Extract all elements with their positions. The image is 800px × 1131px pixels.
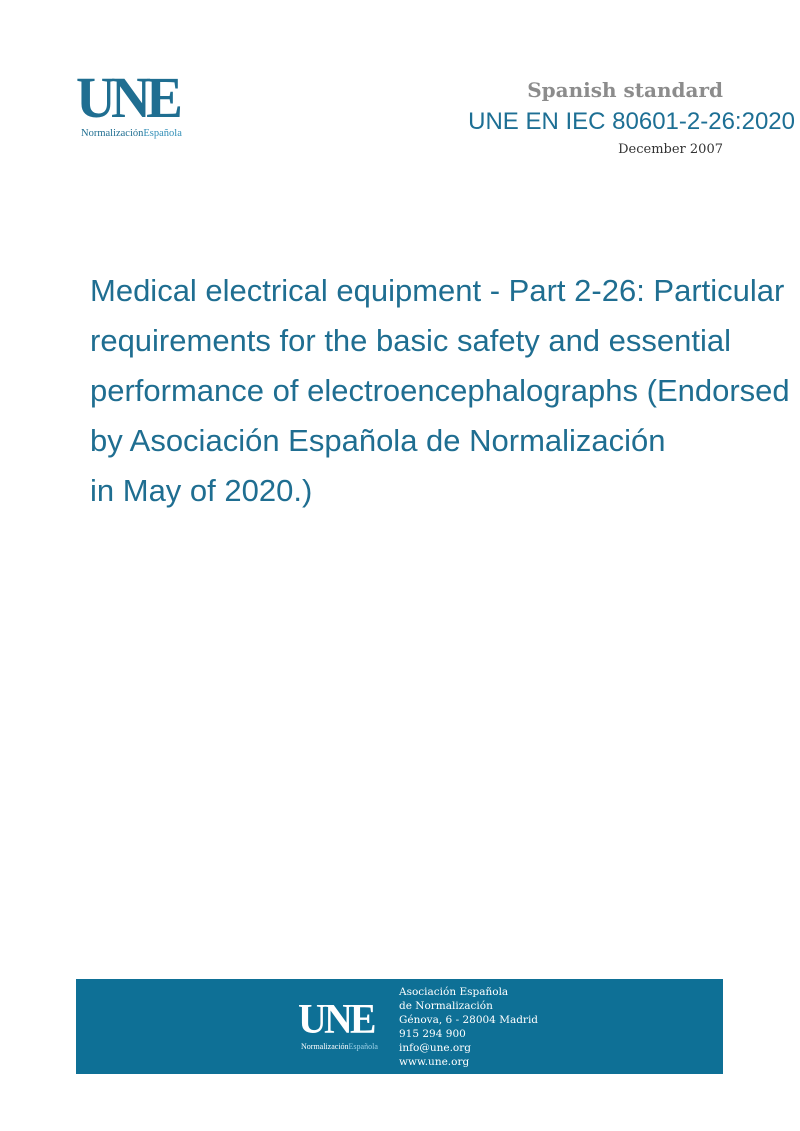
title-line: performance of electroencephalographs (Endorsed	[90, 373, 790, 408]
title-line: requirements for the basic safety and essential	[90, 323, 732, 358]
title-line: Medical electrical equipment - Part 2-26: Particular	[90, 273, 785, 308]
logo-wordmark: UNE	[76, 65, 179, 130]
logo-sub-part1: Normalización	[301, 1042, 349, 1051]
contact-website: www.une.org	[399, 1056, 470, 1068]
contact-address: Génova, 6 - 28004 Madrid	[399, 1014, 539, 1026]
standard-type: Spanish standard	[527, 78, 723, 102]
logo-sub-part1: Normalización	[81, 128, 144, 139]
contact-info	[399, 985, 699, 1069]
logo-subtitle	[301, 1042, 388, 1051]
document-title	[90, 266, 800, 516]
title-line: by Asociación Española de Normalización	[90, 423, 666, 458]
standard-code: UNE EN IEC 80601-2-26:2020	[468, 108, 795, 135]
logo-wordmark: UNE	[298, 997, 374, 1043]
contact-org-line1: Asociación Española	[399, 986, 509, 998]
une-logo	[76, 65, 194, 142]
standard-date: December 2007	[618, 142, 723, 157]
logo-sub-part2: Española	[143, 128, 182, 139]
contact-org-line2: de Normalización	[399, 1000, 493, 1012]
logo-sub-part2: Española	[348, 1042, 378, 1051]
contact-email: info@une.org	[399, 1042, 471, 1054]
contact-phone: 915 294 900	[399, 1028, 466, 1040]
title-line: in May of 2020.)	[90, 473, 313, 508]
footer-banner	[76, 979, 723, 1074]
une-logo-footer	[298, 997, 388, 1051]
